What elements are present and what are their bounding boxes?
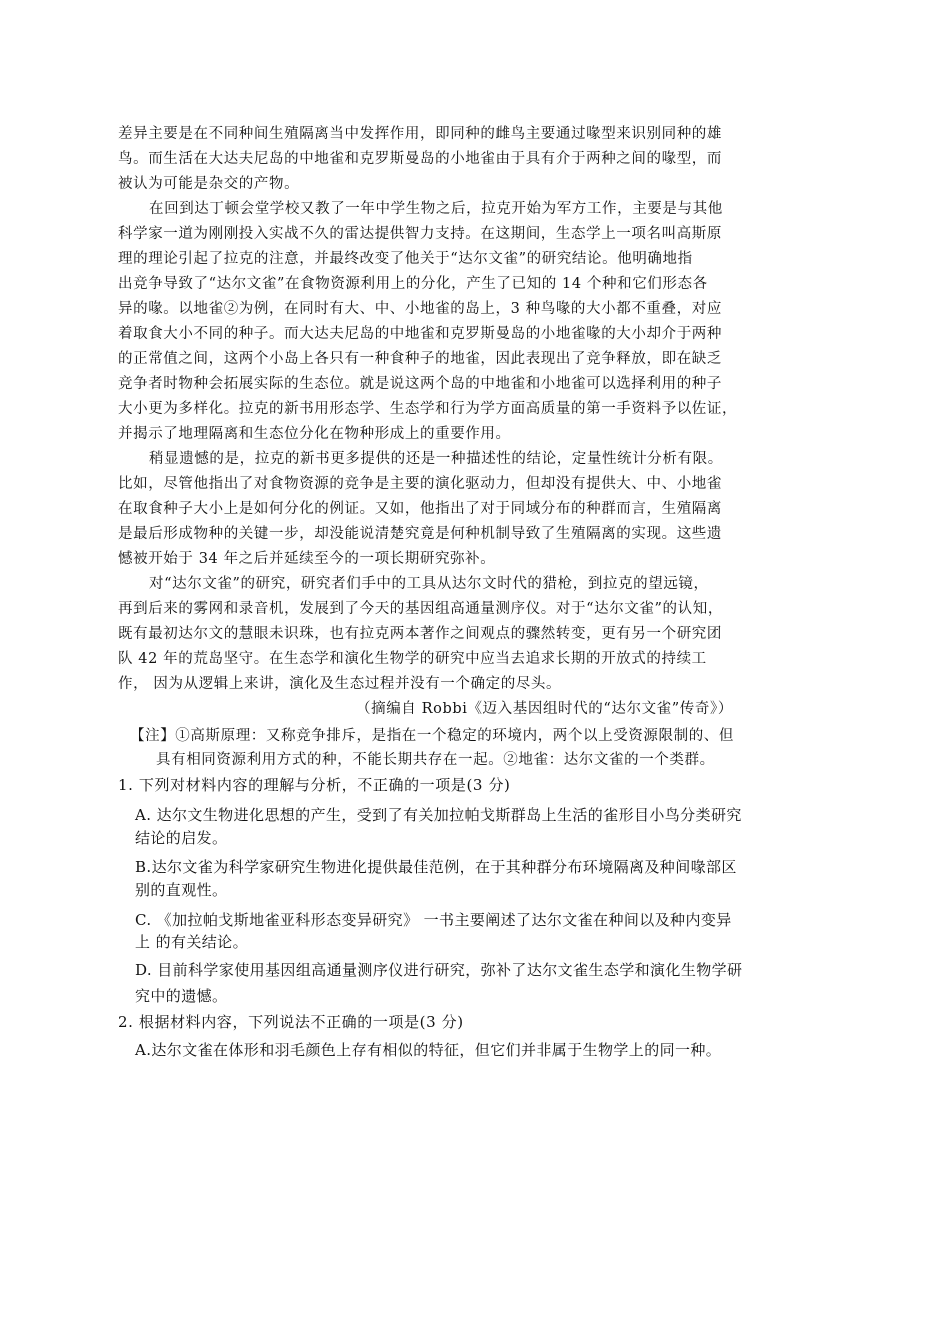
paragraph-line: 对“达尔文雀”的研究，研究者们手中的工具从达尔文时代的猎枪，到拉克的望远镜， bbox=[149, 576, 709, 592]
paragraph-line: 在取食种子大小上是如何分化的例证。又如，他指出了对于同域分布的种群而言，生殖隔离 bbox=[118, 501, 722, 517]
paragraph-line: 差异主要是在不同种间生殖隔离当中发挥作用，即同种的雌鸟主要通过喙型来识别同种的雄 bbox=[118, 126, 722, 142]
paragraph-line: 竞争者时物种会拓展实际的生态位。就是说这两个岛的中地雀和小地雀可以选择利用的种子 bbox=[118, 376, 722, 392]
paragraph-line: 科学家一道为刚刚投入实战不久的雷达提供智力支持。在这期间，生态学上一项名叫高斯原 bbox=[118, 226, 722, 242]
paragraph-line: 理的理论引起了拉克的注意，并最终改变了他关于“达尔文雀”的研究结论。他明确地指 bbox=[118, 251, 693, 267]
paragraph-line: 再到后来的雾网和录音机，发展到了今天的基因组高通量测序仪。对于“达尔文雀”的认知， bbox=[118, 601, 723, 617]
paragraph-line: 并揭示了地理隔离和生态位分化在物种形成上的重要作用。 bbox=[118, 426, 511, 442]
paragraph-line: 憾被开始于 34 年之后并延续至今的一项长期研究弥补。 bbox=[118, 551, 496, 567]
question-1-stem: 1. 下列对材料内容的理解与分析，不正确的一项是(3 分) bbox=[118, 776, 511, 794]
paragraph-line: 在回到达丁顿会堂学校又教了一年中学生物之后，拉克开始为军方工作，主要是与其他 bbox=[149, 201, 723, 217]
question-1-option-b-cont: 别的直观性。 bbox=[135, 881, 228, 899]
paragraph-line: 鸟。而生活在大达夫尼岛的中地雀和克罗斯曼岛的小地雀由于具有介于两种之间的喙型，而 bbox=[118, 151, 722, 167]
paragraph-line: 被认为可能是杂交的产物。 bbox=[118, 176, 300, 192]
paragraph-line: 的正常值之间，这两个小岛上各只有一种食种子的地雀，因此表现出了竞争释放，即在缺乏 bbox=[118, 351, 722, 367]
paragraph-line: 着取食大小不同的种子。而大达夫尼岛的中地雀和克罗斯曼岛的小地雀喙的大小却介于两种 bbox=[118, 326, 722, 342]
question-1-option-a: A. 达尔文生物进化思想的产生，受到了有关加拉帕戈斯群岛上生活的雀形目小鸟分类研究 bbox=[135, 806, 742, 824]
question-1-option-b: B.达尔文雀为科学家研究生物进化提供最佳范例，在于其种群分布环境隔离及种间喙部区 bbox=[135, 858, 737, 876]
question-1-option-c-cont: 上 的有关结论。 bbox=[135, 933, 248, 951]
paragraph-line: 稍显遗憾的是，拉克的新书更多提供的还是一种描述性的结论，定量性统计分析有限。 bbox=[149, 451, 723, 467]
question-1-option-d-cont: 究中的遗憾。 bbox=[135, 987, 228, 1005]
paragraph-line: 大小更为多样化。拉克的新书用形态学、生态学和行为学方面高质量的第一手资料予以佐证， bbox=[118, 401, 738, 417]
source-citation: （摘编自 Robbi《迈入基因组时代的“达尔文雀”传奇》） bbox=[356, 701, 733, 717]
paragraph-line: 比如，尽管他指出了对食物资源的竞争是主要的演化驱动力，但却没有提供大、中、小地雀 bbox=[118, 476, 722, 492]
note-line: 具有相同资源利用方式的种，不能长期共存在一起。②地雀：达尔文雀的一个类群。 bbox=[156, 752, 715, 768]
paragraph-line: 异的喙。以地雀②为例，在同时有大、中、小地雀的岛上，3 种鸟喙的大小都不重叠，对应 bbox=[118, 301, 722, 317]
paragraph-line: 队 42 年的荒岛坚守。在生态学和演化生物学的研究中应当去追求长期的开放式的持续工 bbox=[118, 651, 707, 667]
question-1-option-a-cont: 结论的启发。 bbox=[135, 829, 228, 847]
question-1-option-d: D. 目前科学家使用基因组高通量测序仪进行研究，弥补了达尔文雀生态学和演化生物学研 bbox=[135, 961, 743, 979]
paragraph-line: 出竞争导致了“达尔文雀”在食物资源利用上的分化，产生了已知的 14 个种和它们形态各 bbox=[118, 276, 708, 292]
question-2-stem: 2. 根据材料内容，下列说法不正确的一项是(3 分) bbox=[118, 1013, 464, 1031]
question-1-option-c: C. 《加拉帕戈斯地雀亚科形态变异研究》 一书主要阐述了达尔文雀在种间以及种内变异 bbox=[135, 911, 732, 929]
paragraph-line: 既有最初达尔文的慧眼未识珠，也有拉克两本著作之间观点的骤然转变，更有另一个研究团 bbox=[118, 626, 722, 642]
paragraph-line: 是最后形成物种的关键一步，却没能说清楚究竟是何种机制导致了生殖隔离的实现。这些遗 bbox=[118, 526, 722, 542]
paragraph-line: 作， 因为从逻辑上来讲，演化及生态过程并没有一个确定的尽头。 bbox=[118, 676, 562, 692]
question-2-option-a: A.达尔文雀在体形和羽毛颜色上存有相似的特征，但它们并非属于生物学上的同一种。 bbox=[135, 1041, 722, 1059]
note-line: 【注】①高斯原理：又称竞争排斥，是指在一个稳定的环境内，两个以上受资源限制的、但 bbox=[130, 728, 734, 744]
